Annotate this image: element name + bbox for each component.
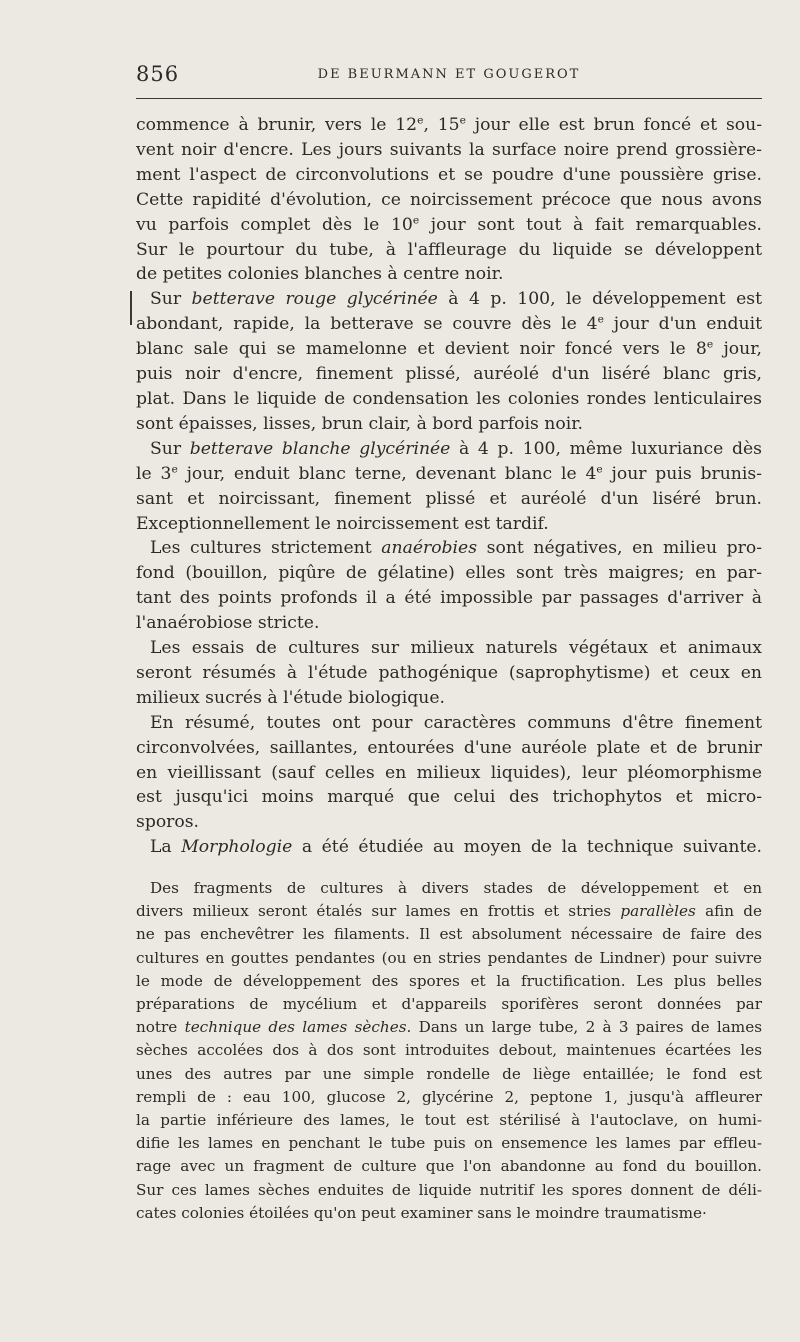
text-line: sant et noircissant, finement plissé et auréolé d'un liséré brun. bbox=[136, 488, 762, 509]
text-line: ment l'aspect de circonvolutions et se poudre d'une poussière grise. bbox=[136, 164, 762, 185]
emphasis: betterave rouge glycérinée bbox=[191, 289, 438, 310]
text-line: plat. Dans le liquide de condensation les colonies rondes lenticulaires bbox=[136, 388, 762, 409]
text-line: le mode de développement des spores et la fructification. Les plus belles bbox=[136, 971, 762, 990]
text-line: sporos. bbox=[136, 812, 200, 833]
page-header bbox=[136, 58, 762, 98]
text-line: Les essais de cultures sur milieux naturels végétaux et animaux bbox=[150, 638, 762, 659]
paragraph-resume bbox=[136, 711, 762, 836]
text-line: Exceptionnellement le noircissement est tardif. bbox=[136, 513, 549, 534]
text-line: Cette rapidité d'évolution, ce noircissement précoce que nous avons bbox=[136, 189, 762, 210]
text-line: puis noir d'encre, finement plissé, auréolé d'un liséré blanc gris, bbox=[136, 364, 762, 385]
text-line: cates colonies étoilées qu'on peut examiner sans le moindre traumatisme· bbox=[136, 1203, 707, 1222]
text-line: cultures en gouttes pendantes (ou en stries pendantes de Lindner) pour suivre bbox=[136, 948, 762, 967]
main-text bbox=[136, 113, 762, 860]
technique-text bbox=[136, 877, 762, 1225]
text-line: circonvolvées, saillantes, entourées d'une auréole plate et de brunir bbox=[136, 737, 762, 758]
text-line: milieux sucrés à l'étude biologique. bbox=[136, 687, 445, 708]
text-line: vu parfois complet dès le 10e jour sont tout à fait remarquables. bbox=[136, 212, 762, 235]
text-line: est jusqu'ici moins marqué que celui des trichophytos et micro- bbox=[136, 787, 762, 808]
text-line: sont épaisses, lisses, brun clair, à bord parfois noir. bbox=[136, 413, 583, 434]
text-line: rempli de : eau 100, glucose 2, glycérine 2, peptone 1, jusqu'à affleurer bbox=[136, 1087, 762, 1106]
text-line: unes des autres par une simple rondelle de liège entaillée; le fond est bbox=[136, 1064, 762, 1083]
text-line: blanc sale qui se mamelonne et devient noir foncé vers le 8e jour, bbox=[136, 337, 763, 360]
text-line: abondant, rapide, la betterave se couvre dès le 4e jour d'un enduit bbox=[136, 312, 762, 335]
emphasis: technique des lames sèches. bbox=[184, 1018, 412, 1037]
paragraph-betterave-blanche bbox=[136, 437, 762, 537]
text-line: Des fragments de cultures à divers stades de développement et en bbox=[150, 879, 762, 897]
text-line: le 3e jour, enduit blanc terne, devenant blanc le 4e jour puis brunis- bbox=[136, 461, 762, 484]
paragraph-culture-evolution bbox=[136, 113, 762, 287]
text-line: notre technique des lames sèches. Dans un large tube, 2 à 3 paires de lames bbox=[136, 1018, 762, 1037]
text-line: En résumé, toutes ont pour caractères communs d'être finement bbox=[150, 712, 762, 733]
text-line: en vieillissant (sauf celles en milieux liquides), leur pléomorphisme bbox=[136, 762, 762, 783]
text-line: Sur betterave rouge glycérinée à 4 p. 100, le développement est bbox=[150, 289, 762, 310]
text-line: seront résumés à l'étude pathogénique (saprophytisme) et ceux en bbox=[136, 662, 762, 683]
emphasis: anaérobies bbox=[381, 538, 478, 559]
emphasis: betterave blanche glycérinée bbox=[189, 438, 451, 459]
paragraph-betterave-rouge bbox=[136, 287, 762, 436]
running-title: DE BEURMANN ET GOUGEROT bbox=[317, 67, 581, 82]
text-line: tant des points profonds il a été impossible par passages d'arriver à bbox=[136, 588, 762, 609]
text-line: Sur ces lames sèches enduites de liquide nutritif les spores donnent de déli- bbox=[136, 1180, 762, 1199]
text-line: vent noir d'encre. Les jours suivants la surface noire prend grossière- bbox=[136, 139, 762, 160]
text-line: Sur le pourtour du tube, à l'affleurage du liquide se développent bbox=[136, 239, 762, 260]
emphasis: parallèles bbox=[620, 902, 696, 921]
text-line: préparations de mycélium et d'appareils sporifères seront données par bbox=[136, 995, 762, 1014]
text-line: rage avec un fragment de culture que l'on abandonne au fond du bouillon. bbox=[136, 1157, 762, 1176]
page-number: 856 bbox=[136, 62, 180, 86]
text-line: sèches accolées dos à dos sont introduites debout, maintenues écartées les bbox=[136, 1041, 762, 1060]
margin-mark bbox=[130, 291, 132, 325]
paragraph-technique bbox=[136, 877, 762, 1225]
text-line: Sur betterave blanche glycérinée à 4 p. 100, même luxuriance dès bbox=[150, 438, 762, 459]
emphasis: Morphologie bbox=[181, 837, 293, 858]
text-line: la partie inférieure des lames, le tout est stérilisé à l'autoclave, on humi- bbox=[136, 1111, 762, 1130]
text-line: Les cultures strictement anaérobies sont négatives, en milieu pro- bbox=[150, 538, 763, 559]
paragraph-morphologie bbox=[136, 835, 762, 860]
text-line: commence à brunir, vers le 12e, 15e jour elle est brun foncé et sou- bbox=[136, 113, 762, 135]
paragraph-milieux-naturels bbox=[136, 636, 762, 711]
text-line: fond (bouillon, piqûre de gélatine) elles sont très maigres; en par- bbox=[136, 563, 762, 584]
text-line: de petites colonies blanches à centre noir. bbox=[136, 264, 504, 285]
text-line: La Morphologie a été étudiée au moyen de la technique suivante. bbox=[150, 837, 763, 858]
text-line: l'anaérobiose stricte. bbox=[136, 613, 320, 634]
text-line: divers milieux seront étalés sur lames en frottis et stries parallèles afin de bbox=[136, 902, 762, 921]
paragraph-anaerobies bbox=[136, 536, 762, 636]
header-rule bbox=[136, 98, 762, 99]
text-line: difie les lames en penchant le tube puis on ensemence les lames par effleu- bbox=[136, 1134, 762, 1153]
text-line: ne pas enchevêtrer les filaments. Il est absolument nécessaire de faire des bbox=[136, 925, 762, 944]
